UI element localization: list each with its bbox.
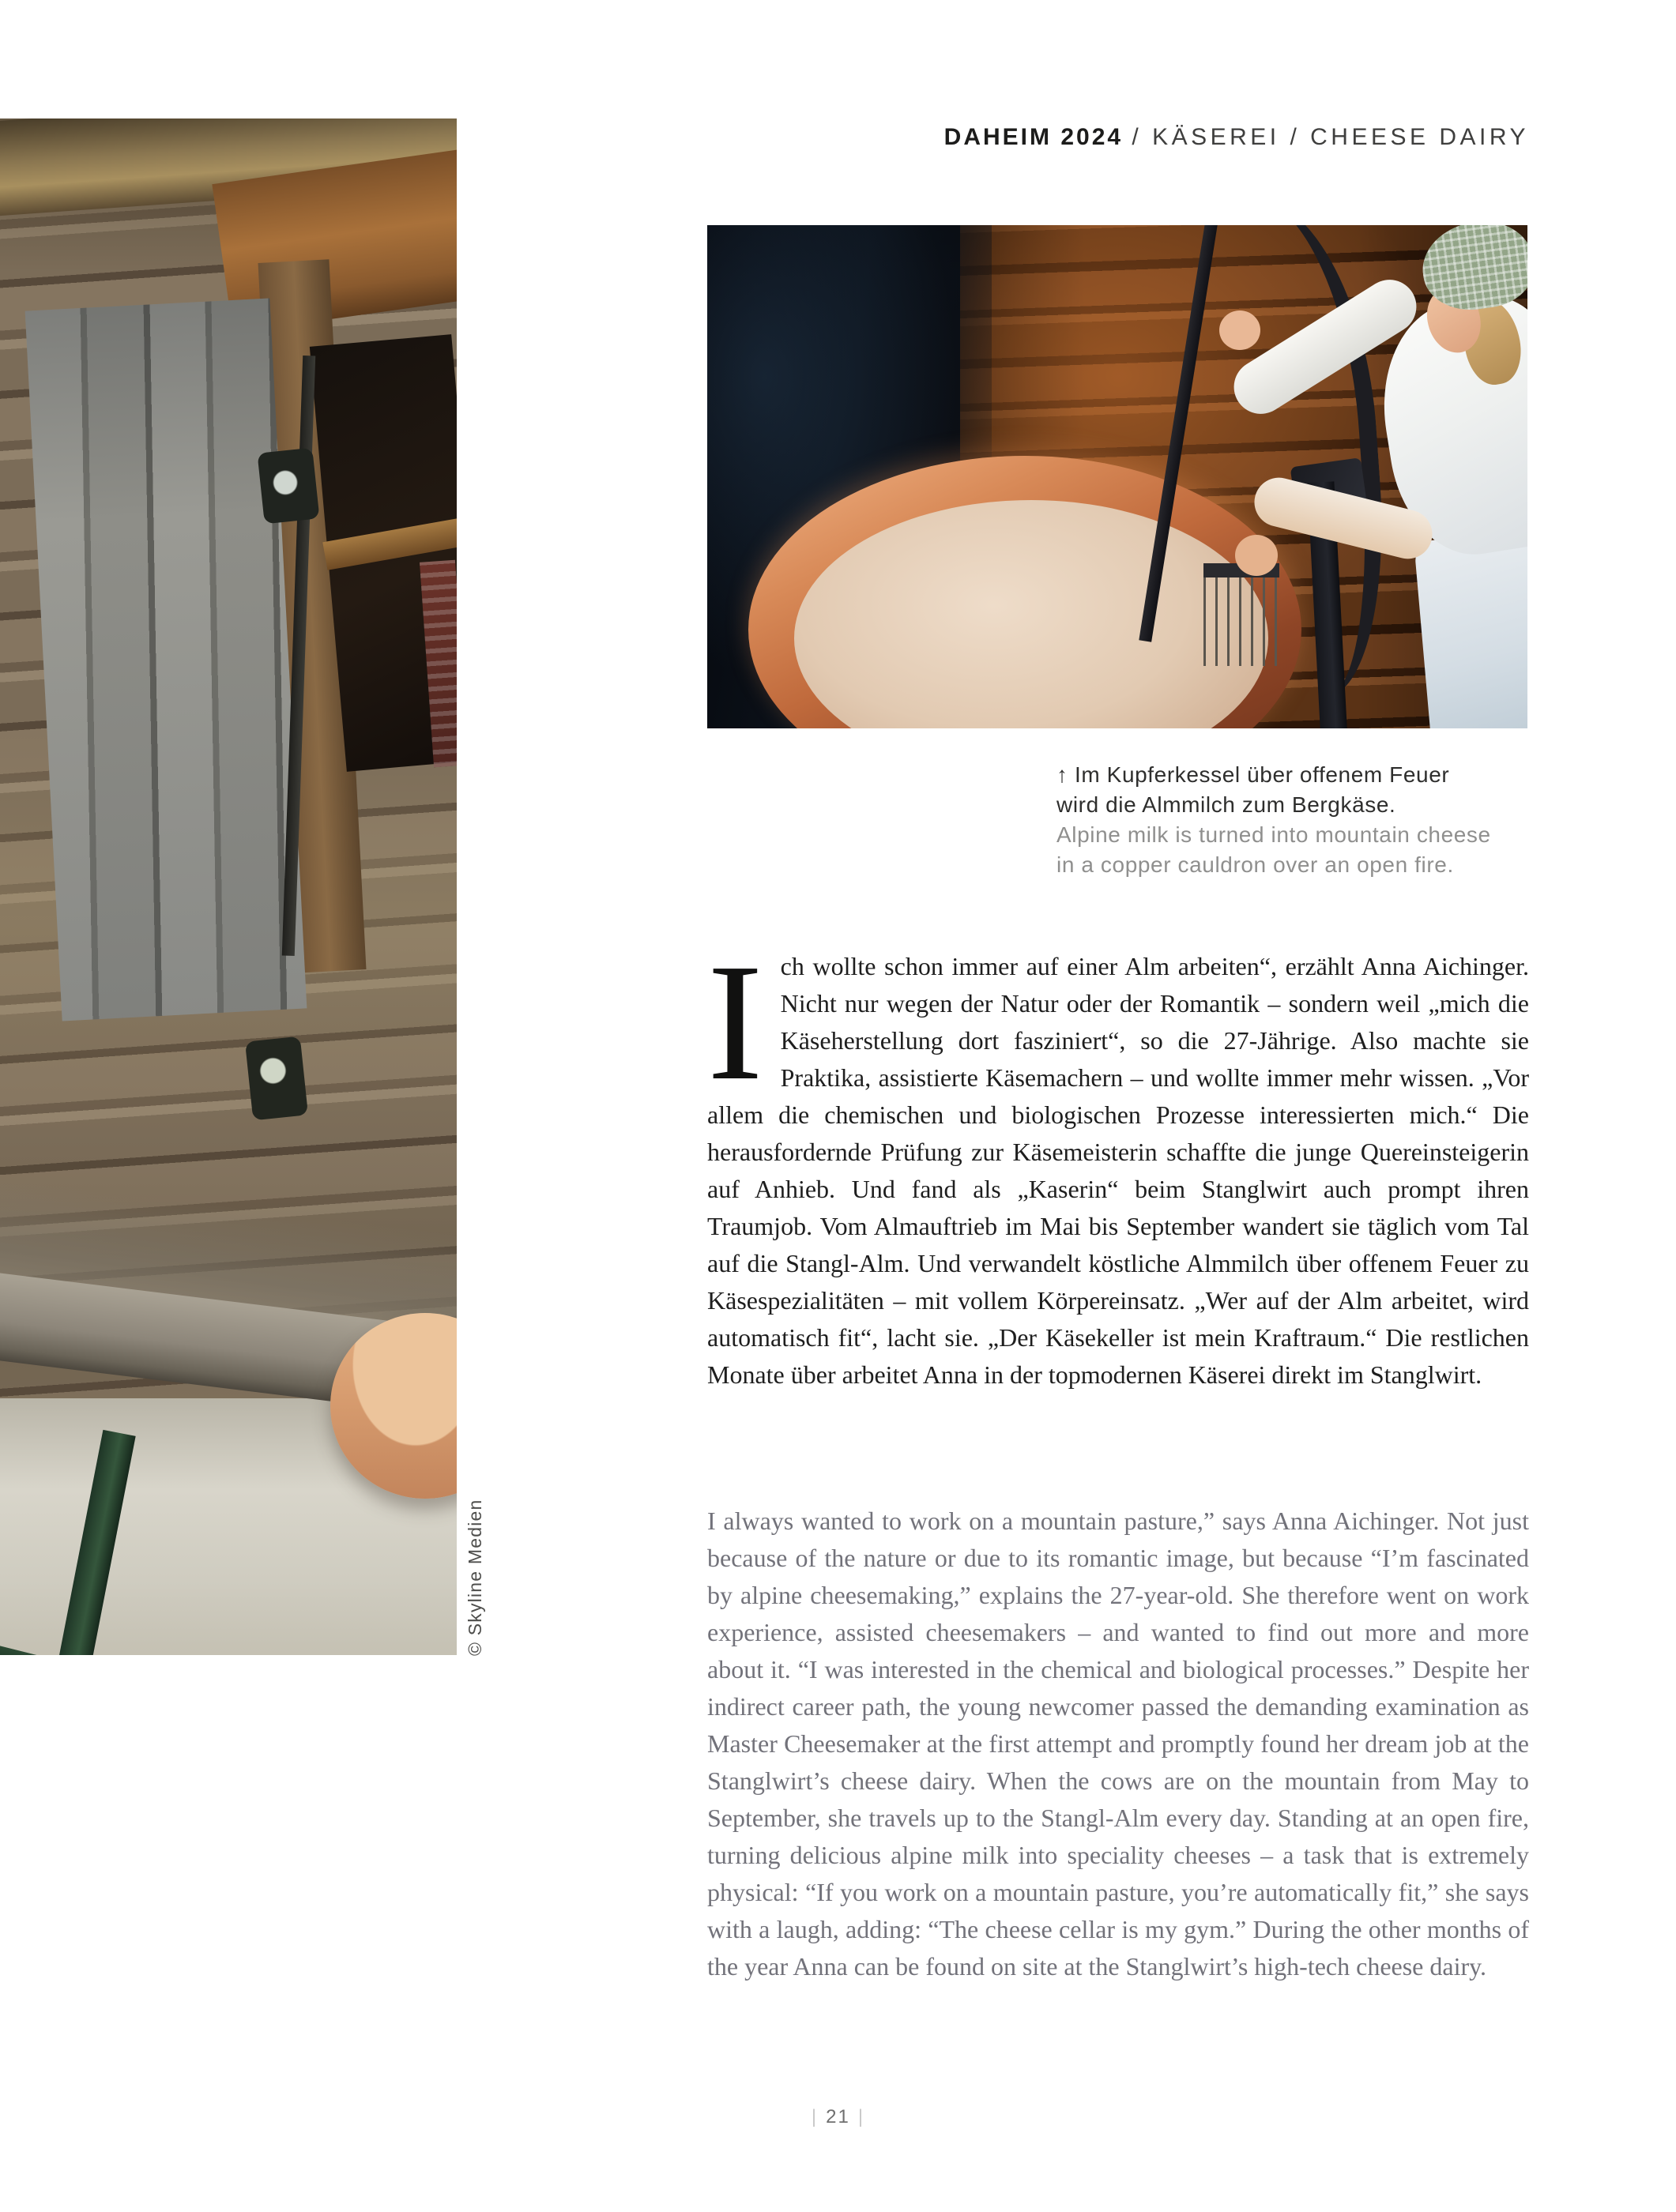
caption-de-line1: ↑ Im Kupferkessel über offenem Feuer — [1056, 762, 1450, 787]
shutter-hinge-top — [257, 448, 319, 525]
article-english-paragraph: I always wanted to work on a mountain pasture,” says Anna Aichinger. Not just because of the nature or due to its romantic image, but because “I’m fascinated by alpine cheesemaking,” explains the 27-year-old. She therefore went on work experience, assisted cheesemakers – and wanted to find out more and more about it. “I was interested in the chemical and biological processes.” Despite her indirect career path, the young newcomer passed the demanding examination as Master Cheesemaker at the first attempt and promptly found her dream job at the Stanglwirt’s cheese dairy. When the cows are on the mountain from May to September, she travels up to the Stangl-Alm every day. Standing at an open fire, turning delicious alpine milk into speciality cheeses – a task that is extremely physical: “If you work on a mountain pasture, you’re automatically fit,” she says with a laugh, adding: “The cheese cellar is my gym.” During the other months of the year Anna can be found on site at the Stanglwirt’s high-tech cheese dairy. — [707, 1507, 1529, 1981]
main-photo-cheesemaker-cauldron — [707, 225, 1527, 728]
header-section: / KÄSEREI / CHEESE DAIRY — [1132, 124, 1529, 150]
drop-cap: I — [707, 929, 763, 1115]
page-number — [0, 2106, 1676, 2128]
page-number-value: 21 — [826, 2106, 850, 2127]
page-number-left-bar: | — [811, 2106, 819, 2127]
header-brand: DAHEIM 2024 — [943, 124, 1124, 150]
article-german-paragraph — [707, 929, 1529, 1394]
caption-en-line2: in a copper cauldron over an open fire. — [1056, 852, 1454, 877]
caption-en-line1: Alpine milk is turned into mountain cheese — [1056, 822, 1491, 847]
cheesemaker-hand-top — [1219, 310, 1260, 350]
cheesemaker-apron — [1414, 525, 1527, 728]
caption-de-line2: wird die Almmilch zum Bergkäse. — [1056, 792, 1396, 817]
window-shutter — [25, 299, 307, 1021]
running-header — [944, 123, 1529, 152]
left-photo-wooden-hut — [0, 118, 457, 1655]
photo-caption — [1056, 760, 1546, 880]
page-number-right-bar: | — [857, 2106, 865, 2127]
photo-credit-text: © Skyline Medien — [465, 1499, 485, 1656]
shutter-hinge-bottom — [245, 1036, 308, 1121]
german-text: ch wollte schon immer auf einer Alm arbeiten“, erzählt Anna Aichinger. Nicht nur wegen der Natur oder der Romantik – sondern weil „mich die Käseherstellung dort fasziniert“, so die 27-Jährige. Also machte sie Praktika, assistierte Käsemachern – und wollte immer mehr wissen. „Vor allem die chemischen und biologischen Prozesse interessierten mich.“ Die herausfordernde Prüfung zur Käsemeisterin schaffte die junge Quereinsteigerin auf Anhieb. Und fand als „Kaserin“ beim Stanglwirt auch prompt ihren Traumjob. Vom Almauftrieb im Mai bis September wandert sie täglich vom Tal auf die Stangl-Alm. Und verwandelt köstliche Almmilch über offenem Feuer zu Käsespezialitäten – mit vollem Körpereinsatz. „Wer auf der Alm arbeitet, wird automatisch fit“, lacht sie. „Der Käsekeller ist mein Kraftraum.“ Die restlichen Monate über arbeitet Anna in der topmodernen Käserei direkt im Stanglwirt. — [707, 952, 1529, 1389]
cheesemaker-hand-low — [1235, 535, 1278, 576]
